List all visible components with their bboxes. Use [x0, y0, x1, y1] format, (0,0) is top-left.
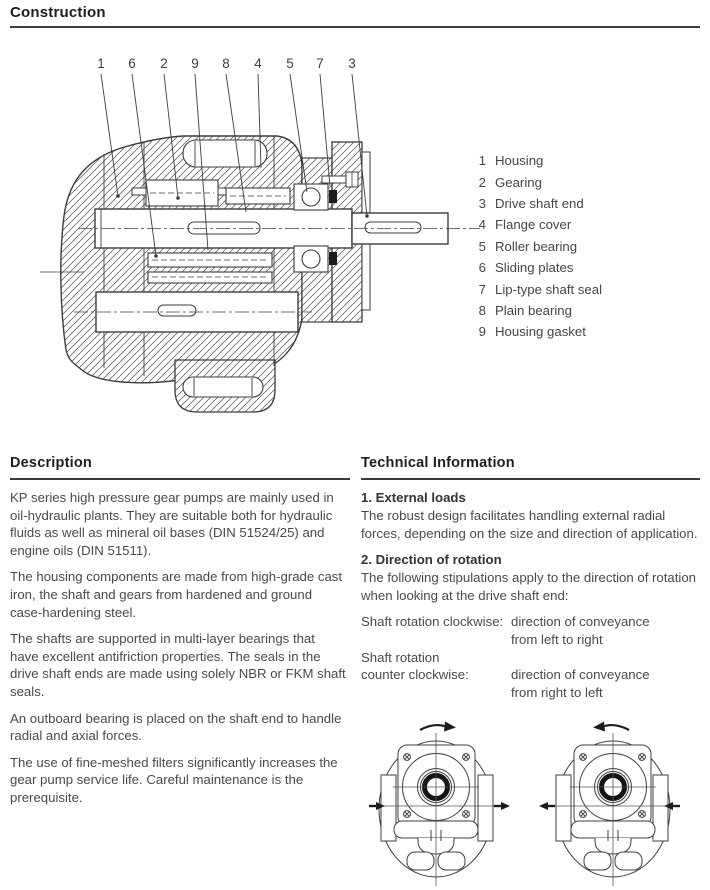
- legend-num: 3: [478, 195, 486, 211]
- legend-num: 6: [478, 260, 486, 276]
- description-paragraph: An outboard bearing is placed on the shaft end to handle radial and axial forces.: [10, 710, 342, 744]
- rotation-title: 2. Direction of rotation: [361, 552, 502, 568]
- legend-item: [477, 257, 602, 278]
- description-heading: Description: [10, 455, 350, 480]
- legend-label: Sliding plates: [495, 260, 574, 276]
- rotation-label: Shaft rotation clockwise:: [361, 614, 504, 630]
- legend-label: Plain bearing: [495, 302, 572, 318]
- rotation-row: [361, 649, 700, 702]
- external-loads-title: 1. External loads: [361, 490, 466, 505]
- rotation-table: [361, 613, 700, 701]
- drive-shaft: [78, 209, 480, 248]
- legend-num: 5: [478, 238, 486, 254]
- callout-number-4: 4: [254, 56, 262, 71]
- rotation-row: [361, 613, 700, 648]
- legend-label: Lip-type shaft seal: [495, 281, 603, 297]
- rotation-value: direction of conveyance from left to right: [511, 614, 650, 647]
- legend-num: 8: [478, 302, 486, 318]
- legend-item: [477, 171, 602, 192]
- construction-diagram: [40, 50, 490, 440]
- legend-num: 4: [478, 217, 486, 233]
- legend-label: Flange cover: [495, 217, 572, 233]
- legend-num: 1: [478, 153, 486, 169]
- legend-num: 7: [478, 281, 486, 297]
- description-paragraph: KP series high pressure gear pumps are mainly used in oil-hydraulic plants. They are suitable both for hydraulic fluids as well as mineral oil bases (DIN 51524/25) and engine oils (DIN 51511).: [10, 490, 334, 558]
- callout-number-5: 5: [286, 56, 294, 71]
- pump-figure-clockwise: [368, 713, 513, 890]
- rotation-body: The following stipulations apply to the direction of rotation when looking at the drive shaft end:: [361, 570, 697, 603]
- description-paragraph: The housing components are made from high-grade cast iron, the shaft and gears from hardened and ground case-hardening steel.: [10, 569, 343, 620]
- technical-information-section: [361, 455, 700, 701]
- legend-item: [477, 278, 602, 299]
- legend-label: Drive shaft end: [495, 195, 584, 211]
- technical-heading: Technical Information: [361, 455, 700, 480]
- legend-item: [477, 321, 602, 342]
- parts-legend: [477, 150, 602, 343]
- legend-item: [477, 150, 602, 171]
- callout-number-9: 9: [191, 56, 199, 71]
- callout-number-1: 1: [97, 56, 105, 71]
- callout-number-3: 3: [348, 56, 356, 71]
- description-paragraph: The use of fine-meshed filters significantly increases the gear pump service life. Careful maintenance is the prerequisite.: [10, 754, 338, 805]
- legend-label: Housing gasket: [495, 324, 586, 340]
- title-rule: [10, 26, 700, 28]
- callout-number-2: 2: [160, 56, 168, 71]
- legend-item: [477, 300, 602, 321]
- description-paragraph: The shafts are supported in multi-layer bearings that have excellent antifriction properties. The seals in the drive shaft ends are made using solely NBR or FKM shaft seals.: [10, 631, 346, 699]
- callout-number-8: 8: [222, 56, 230, 71]
- pump-figure-counter-clockwise: [536, 713, 681, 890]
- external-loads-body: The robust design facilitates handling external radial forces, depending on the size and direction of application.: [361, 508, 698, 541]
- page-title: Construction: [10, 4, 106, 21]
- legend-item: [477, 193, 602, 214]
- legend-item: [477, 214, 602, 235]
- description-section: [10, 455, 350, 807]
- legend-num: 2: [478, 174, 486, 190]
- callout-number-6: 6: [128, 56, 136, 71]
- legend-label: Housing: [495, 153, 544, 169]
- legend-num: 9: [478, 324, 486, 340]
- legend-label: Gearing: [495, 174, 542, 190]
- callout-number-7: 7: [316, 56, 324, 71]
- legend-label: Roller bearing: [495, 238, 578, 254]
- rotation-value: direction of conveyance from right to left: [511, 667, 650, 700]
- legend-item: [477, 236, 602, 257]
- rotation-label: Shaft rotation counter clockwise:: [361, 649, 469, 683]
